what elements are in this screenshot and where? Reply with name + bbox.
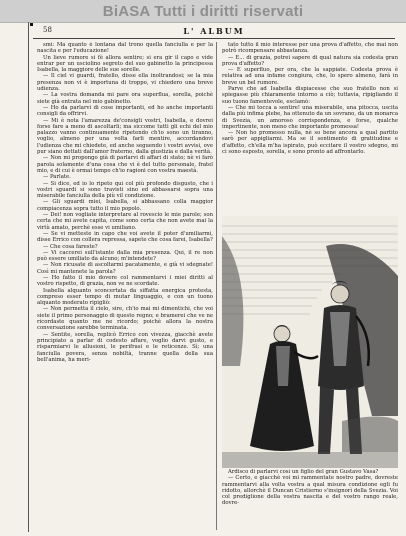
paragraph: — Il ciel vi guardi, fratello, disse ella inoltrandosi; se la mia presenza non vi è importuna di troppo, vi chiedero una breve udienza. [37,73,213,93]
header-rule [33,38,395,39]
left-column [37,42,213,530]
paragraph: Un lieve rumore si fè allora sentire; si era gir il capo e vide entrar per un usciolino segreto del suo gabinetto la principessa Isabella, la maggiore delle sue sorelle. [37,54,213,74]
newspaper-page [28,22,399,532]
paragraph: — Che mi tocca a sentire! una miserabile, una pitocca, uscita dalla più infima plebe, ha ottenuto da un sovrano, da un monarca di Svezia, un amoroso corrispondenza, e forse, qualche impertinente, non meno che importante promessa! [222,104,398,130]
paragraph: — Ho da parlarvi di cose importanti, ed ho anche importanti consigli da offrirvi. [37,104,213,118]
paragraph: — Sentite, sorella, replicò Errico con vivezza, giacchè avete principiato a parlar di codesto affare, voglio darvi gusto, e risparmiarvi le allusioni, le perifrasi e le reticenze. Sì; una fanciulla povera, senza nobiltà, tranne quella della sua bell'anima, ha meri- [37,331,213,363]
paragraph: — Gli sguardi miei, Isabella, si abbassano colla maggior compiacenza sopra tutto il mio popolo. [37,199,213,212]
paragraph: — Non permetta il cielo, sire, ch'io mai mi dimentichi, che voi siete il primo personaggio di questo regno; e bramerei che ve ne ricordaste quanto me ne ricordo; poichè allora la nostra conversazione sarebbe terminata. [37,306,213,332]
right-column-top [222,42,398,214]
paragraph: — Si dice, ed io lo ripeto qui col più profondo disgusto, che i vostri sguardi si sono travisti sino ed abbassarsi sopra una miserabile fanciulla della più vil condizione. [37,180,213,200]
column-divider [216,42,217,530]
paragraph: — E... di grazia, potrei sapere di qual natura sia codesta gran prova d'affetto? [222,54,398,67]
illustration-caption: Ardisco di parlarvi così un figlio del gran Gustavo Vasa? [228,469,379,475]
right-column-bottom [222,469,398,531]
paragraph: — Ho fatto il mio dovere col rammentarvi i miei diritti al vostro rispetto, di grazia, non ve ne scordate. [37,274,213,288]
paragraph: — Certo, e giacchè voi mi rammentate nostro padre, dovreste rammentarvi alla volta vostra a qual misura condizione egli fu ridotto, allorchè il Duncan Cristierno s'insignorì della Svezia. Voi col prediglione della vostra nascita e del vostro rango reale, dovre- [222,475,398,507]
paragraph: — Non ho promesso nulla, nè so bene ancora a qual partito sarò per appigliarmi. Ma se il sentimento di gratitudine e d'affetto, ch'ella m'ha ispirato, può eccitare il vostro sdegno, mi ci sono esposto, sorella, e sono pronto ad affrontarlo. [222,130,398,156]
paragraph: smi: Ma quanto è lontana dal trono quella fanciulla e per la nascita e per l'educazione! [37,42,213,55]
paragraph: — Mi è nota l'amarezza de'consigli vostri, Isabella, e dovrei forse fare a meno di ascoltarli; ma siccome tutti gli echi del mio palazzo vanno continuamente ripetendo ch'io sono un tiranno, voglio, almeno per una volta farli mentire, accordandovi l'udienza che mi chiedete, ed anche seguendo i vostri avvisi, ove pur siano dettati dall'amor fraterno, dalla giustizia e dalla verità. [37,117,213,156]
paragraph: — Non ricusate di ascoltarmi pacatamente, e già vi sdegnate! Così mi mantenete la parola? [37,262,213,275]
paragraph: Parve che ad Isabella dispiacesse che suo fratello non si spiegasse più chiaramente intorno a ciò; tuttavia, ripigliando il suo tuono famentevole, esclamò: [222,86,398,105]
page-title: L' ALBUM [183,26,245,36]
paragraph: tato tutto il mio interesse per una prova d'affetto, che mai non potrò ricompensare abbastanza. [222,42,398,55]
paragraph: Isabella alquanto sconcertata da siffatta energica protesta, compreso esser tempo di mutar linguaggio, e con un tuono alquanto moderato ripigliò: [37,287,213,307]
paragraph: — Non mi propongo già di parlarvi di affari di stato; nè vi farò parola solamente d'una cosa che vi è del tutto personale, fratel mio, e di cui è ormai tempo ch'io ragioni con vostra maestà. [37,155,213,174]
page-header [33,26,395,38]
paragraph: — La vostra domanda mi pare ora superflua, sorella, poichè siete già entrata nel mio gabinetto. [37,92,213,105]
paragraph: — Se vi metteste in capo che voi avete il poter d'umiliarmi, disse Errico con collera repressa, sapete che cosa farei, Isabella? [37,230,213,244]
paragraph: — Parlate. [43,174,71,181]
paragraph: — Vi caccerei sull'istante dalla mia presenza. Qui, il re non può essere umiliato da alcuno; m'intendete? [37,249,213,263]
paragraph: — Che cosa fareste? [43,243,98,250]
watermark-banner [0,0,406,23]
paragraph: — E superfluo, per ora, che la sappiate. Codesta prova è relativa ad una infame congiura, che, lo spero almeno, farà in breve un bel rumore. [222,67,398,86]
watermark-text: BiASA Tutti i diritti riservati [102,2,304,20]
engraving-illustration [222,216,398,468]
paragraph: — Dei! non vogliate interpretare al rovescio le mie parole; son certa che mi avete capita, come sono certa che non avete mai la virtù amato, perchè esse vi umiliano. [37,212,213,231]
page-number: 58 [43,26,52,34]
